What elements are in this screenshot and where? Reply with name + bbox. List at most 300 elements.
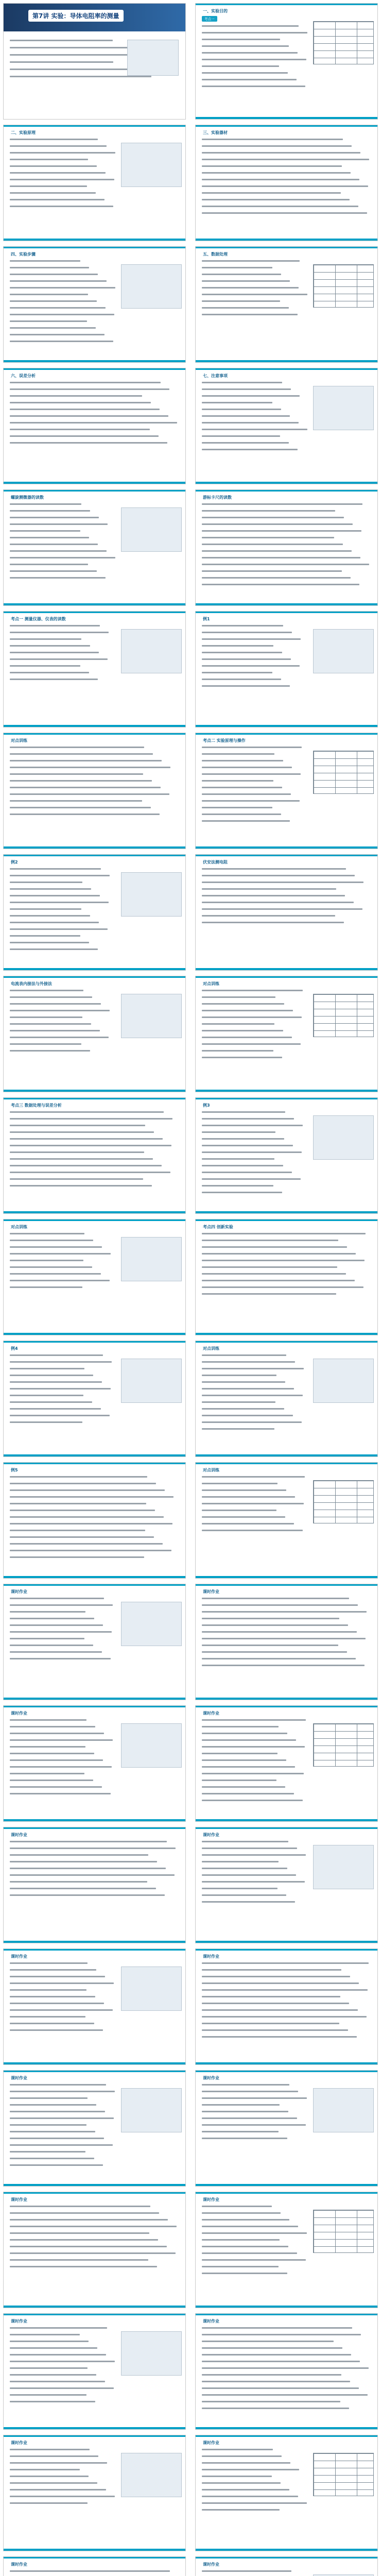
text-line <box>202 1023 274 1025</box>
text-line <box>10 2164 103 2166</box>
text-line <box>202 658 291 660</box>
text-line <box>202 1739 296 1741</box>
text-line <box>202 882 363 883</box>
text-line <box>10 192 96 194</box>
slide-thumbnail[interactable] <box>3 733 186 849</box>
text-line <box>202 672 272 673</box>
text-line <box>202 1638 366 1639</box>
text-line <box>202 2401 340 2402</box>
text-line <box>202 1185 273 1187</box>
text-line <box>202 2023 339 2024</box>
text-line <box>202 65 279 67</box>
text-line <box>202 1733 287 1734</box>
text-line <box>10 1286 82 1288</box>
text-line <box>202 922 344 923</box>
text-line <box>202 679 281 680</box>
figure-image <box>121 1967 182 2011</box>
top-bar <box>4 1098 185 1099</box>
text-line <box>10 2570 170 2572</box>
text-line <box>10 1604 113 1606</box>
text-line <box>202 2489 289 2490</box>
text-line <box>202 1476 305 1478</box>
slide-title: 例2 <box>11 860 18 865</box>
text-line <box>10 2361 115 2362</box>
text-line <box>10 2327 107 2329</box>
slide-title: 课时作业 <box>203 2197 219 2202</box>
slide-thumbnail[interactable] <box>3 2313 186 2430</box>
slide-thumbnail[interactable] <box>3 1948 186 2065</box>
text-line <box>202 550 352 552</box>
text-line <box>202 1361 295 1363</box>
text-line <box>10 658 108 660</box>
text-line <box>10 1118 172 1120</box>
text-line <box>10 1543 163 1545</box>
text-line <box>202 2455 282 2457</box>
text-line <box>202 868 346 870</box>
slide-title: 课时作业 <box>203 2562 219 2567</box>
bottom-bar <box>196 846 377 849</box>
text-line <box>202 888 336 890</box>
text-line <box>10 645 90 647</box>
slide-thumbnail[interactable] <box>3 2556 186 2576</box>
text-line <box>10 1733 104 1734</box>
text-line <box>202 1395 303 1396</box>
slide-thumbnail[interactable] <box>3 3 186 120</box>
text-line <box>10 747 144 748</box>
text-line <box>202 2462 290 2464</box>
text-line <box>202 2003 349 2004</box>
text-line <box>202 2334 361 2335</box>
bottom-bar <box>4 1454 185 1456</box>
text-line <box>202 2266 279 2267</box>
top-bar <box>4 247 185 248</box>
text-line <box>202 409 281 410</box>
text-line <box>202 1145 293 1146</box>
text-line <box>10 2091 115 2092</box>
text-line <box>202 638 301 640</box>
text-line <box>10 948 98 950</box>
slide-thumbnail[interactable] <box>3 1462 186 1579</box>
text-line <box>10 875 110 876</box>
slide-thumbnail[interactable] <box>195 489 378 606</box>
figure-image <box>121 1602 182 1646</box>
text-line <box>10 2334 80 2335</box>
text-line <box>202 52 298 54</box>
text-line <box>10 570 97 572</box>
slide-thumbnail[interactable] <box>195 2070 378 2187</box>
top-bar <box>196 2071 377 2072</box>
text-line <box>202 1280 355 1281</box>
text-line <box>202 2482 281 2484</box>
text-line <box>202 2029 348 2031</box>
text-line <box>202 1375 276 1376</box>
text-line <box>10 409 160 410</box>
slide-thumbnail[interactable] <box>3 2435 186 2551</box>
text-line <box>10 1516 164 1518</box>
text-line <box>202 1401 275 1403</box>
text-line <box>10 1645 93 1646</box>
text-line <box>202 753 274 755</box>
text-line <box>202 1658 356 1659</box>
text-line <box>202 1874 296 1876</box>
text-line <box>202 1598 349 1599</box>
text-line <box>202 145 352 147</box>
slide-thumbnail[interactable] <box>195 854 378 971</box>
text-line <box>202 1841 288 1842</box>
slide-title: 课时作业 <box>11 1833 27 1837</box>
text-line <box>202 2232 307 2234</box>
slide-thumbnail[interactable] <box>195 2192 378 2308</box>
text-line <box>202 86 305 87</box>
text-line <box>202 773 301 775</box>
slide-thumbnail[interactable] <box>3 368 186 484</box>
text-line <box>10 2455 98 2457</box>
text-line <box>202 1989 368 1991</box>
text-line <box>202 1848 297 1849</box>
text-line <box>202 212 367 214</box>
slide-thumbnail[interactable] <box>195 1341 378 1457</box>
slide-thumbnail[interactable] <box>3 2192 186 2308</box>
text-line <box>202 1854 306 1856</box>
bottom-bar <box>196 1576 377 1578</box>
text-line <box>202 1962 369 1964</box>
text-line <box>202 1510 276 1511</box>
text-line <box>10 314 114 315</box>
bottom-bar <box>196 968 377 970</box>
text-line <box>10 1888 156 1889</box>
text-line <box>202 2381 350 2382</box>
slide-title: 课时作业 <box>203 2319 219 2324</box>
slide-thumbnail[interactable] <box>195 976 378 1092</box>
text-line <box>10 1030 100 1031</box>
text-line <box>202 1611 367 1613</box>
text-line <box>10 679 98 680</box>
text-line <box>202 172 351 174</box>
slide-thumbnail[interactable] <box>3 2070 186 2187</box>
slide-title: 课时作业 <box>11 1954 27 1959</box>
text-line <box>202 2449 273 2450</box>
text-line <box>10 1962 88 1964</box>
slide-thumbnail[interactable] <box>3 246 186 363</box>
text-line <box>202 1050 273 1052</box>
text-line <box>10 2469 80 2470</box>
text-line <box>202 632 292 633</box>
text-line <box>202 780 273 782</box>
text-line <box>202 1286 363 1288</box>
bottom-bar <box>196 2549 377 2551</box>
text-line <box>10 1185 152 1187</box>
text-line <box>10 287 115 289</box>
text-line <box>202 1773 304 1774</box>
text-line <box>202 2206 272 2207</box>
data-table <box>313 2210 374 2253</box>
top-bar <box>196 368 377 370</box>
text-line <box>10 61 113 63</box>
slide-title: 第7讲 实验：导体电阻率的测量 <box>28 10 124 22</box>
text-line <box>202 625 283 626</box>
slide-thumbnail[interactable] <box>195 733 378 849</box>
top-bar <box>196 2435 377 2437</box>
text-line <box>10 165 97 167</box>
text-line <box>202 32 307 33</box>
text-line <box>10 1043 81 1045</box>
text-line <box>10 868 101 870</box>
top-bar <box>196 2314 377 2315</box>
top-bar <box>196 1827 377 1829</box>
text-line <box>10 2138 104 2139</box>
text-line <box>10 1010 110 1011</box>
top-bar <box>196 2192 377 2194</box>
text-line <box>10 2496 115 2497</box>
text-line <box>10 1395 83 1396</box>
text-line <box>202 388 291 390</box>
slide-thumbnail[interactable] <box>3 1341 186 1457</box>
text-line <box>10 1050 90 1052</box>
text-line <box>10 1658 111 1659</box>
text-line <box>10 1861 157 1862</box>
text-line <box>202 2273 287 2274</box>
slide-title: 二、实验原理 <box>11 130 36 135</box>
slide-thumbnail[interactable] <box>195 1097 378 1214</box>
figure-image <box>121 1723 182 1768</box>
text-line <box>202 685 290 687</box>
text-line <box>10 888 91 890</box>
text-line <box>202 564 369 565</box>
figure-image <box>127 40 179 76</box>
text-line <box>202 79 297 80</box>
text-line <box>202 2496 298 2497</box>
text-line <box>202 2469 299 2470</box>
text-line <box>202 2259 306 2261</box>
text-line <box>10 1131 154 1133</box>
text-line <box>10 69 132 70</box>
bottom-bar <box>4 1211 185 1213</box>
text-line <box>202 2509 280 2511</box>
text-line <box>202 199 350 200</box>
text-line <box>202 2219 289 2221</box>
text-line <box>202 1111 285 1113</box>
slide-thumbnail[interactable] <box>3 489 186 606</box>
text-line <box>202 429 307 430</box>
slide-title: 课时作业 <box>203 1589 219 1594</box>
slide-title: 考点四 创新实验 <box>203 1225 233 1229</box>
text-line <box>10 2124 86 2126</box>
text-line <box>10 1510 155 1511</box>
text-line <box>202 1138 284 1140</box>
text-line <box>202 908 362 910</box>
text-line <box>10 908 81 910</box>
text-line <box>202 159 369 160</box>
slide-thumbnail[interactable] <box>195 1948 378 2065</box>
text-line <box>202 2354 351 2355</box>
text-line <box>10 159 88 160</box>
text-line <box>202 1158 274 1160</box>
bottom-bar <box>4 725 185 727</box>
slide-title: 游标卡尺的读数 <box>203 495 232 500</box>
text-line <box>202 807 272 808</box>
text-line <box>10 1874 175 1876</box>
text-line <box>10 1996 95 1997</box>
slide-thumbnail[interactable] <box>195 2313 378 2430</box>
text-line <box>10 652 99 653</box>
text-line <box>10 1111 164 1113</box>
slide-title: 课时作业 <box>11 1711 27 1716</box>
text-line <box>10 1273 101 1275</box>
text-line <box>10 1739 113 1741</box>
text-line <box>10 2151 85 2153</box>
text-line <box>10 1780 93 1781</box>
slide-thumbnail[interactable] <box>3 854 186 971</box>
slide-thumbnail[interactable] <box>3 1097 186 1214</box>
slide-thumbnail[interactable] <box>3 1705 186 1822</box>
text-line <box>10 179 114 180</box>
text-line <box>202 1368 304 1369</box>
text-line <box>10 2097 88 2099</box>
top-bar <box>196 612 377 613</box>
text-line <box>10 1381 102 1383</box>
text-line <box>202 179 359 180</box>
text-line <box>10 442 167 444</box>
top-bar <box>4 855 185 856</box>
text-line <box>202 1240 338 1241</box>
text-line <box>202 1381 285 1383</box>
text-line <box>202 1780 276 1781</box>
text-line <box>10 1651 102 1653</box>
text-line <box>202 814 281 815</box>
text-line <box>10 1408 101 1410</box>
slide-title: 考点一 测量仪器、仪表的读数 <box>11 617 66 621</box>
top-bar <box>4 2192 185 2194</box>
slide-title: 课时作业 <box>203 2076 219 2080</box>
data-table <box>313 264 374 308</box>
text-line <box>202 192 341 194</box>
text-line <box>202 1746 305 1748</box>
bottom-bar <box>196 2427 377 2429</box>
text-line <box>202 2124 306 2126</box>
text-line <box>10 2374 96 2376</box>
text-line <box>202 996 275 998</box>
figure-image <box>121 507 182 552</box>
text-line <box>202 185 368 187</box>
text-line <box>10 1023 91 1025</box>
slide-thumbnail[interactable] <box>195 3 378 120</box>
slide-thumbnail[interactable] <box>3 1219 186 1335</box>
text-line <box>10 1016 82 1018</box>
text-line <box>10 2502 88 2504</box>
bottom-bar <box>4 2184 185 2186</box>
bottom-bar <box>4 1941 185 1943</box>
slide-thumbnail[interactable] <box>195 1219 378 1335</box>
text-line <box>202 895 345 896</box>
text-line <box>10 780 152 782</box>
slide-thumbnail[interactable] <box>195 2556 378 2576</box>
text-line <box>202 577 351 579</box>
text-line <box>10 1969 96 1971</box>
text-line <box>10 510 90 512</box>
text-line <box>202 1178 301 1180</box>
data-table <box>313 1723 374 1767</box>
text-line <box>10 2266 157 2267</box>
text-line <box>10 1631 112 1633</box>
text-line <box>202 2016 367 2018</box>
text-line <box>202 530 361 532</box>
slide-title: 五、数据处理 <box>203 252 228 257</box>
slide-thumbnail[interactable] <box>3 1827 186 1943</box>
text-line <box>202 800 300 802</box>
data-table <box>313 994 374 1037</box>
text-line <box>10 76 151 77</box>
text-line <box>202 415 290 417</box>
slide-thumbnail[interactable] <box>195 1705 378 1822</box>
figure-image <box>121 1359 182 1403</box>
text-line <box>10 814 160 815</box>
text-line <box>202 1530 303 1531</box>
slide-thumbnail[interactable] <box>195 611 378 727</box>
top-bar <box>196 1219 377 1221</box>
text-line <box>10 2246 167 2247</box>
slide-thumbnail[interactable] <box>3 611 186 727</box>
text-line <box>10 1618 94 1619</box>
text-line <box>10 1165 162 1166</box>
text-line <box>202 915 335 917</box>
text-line <box>10 1388 111 1389</box>
text-line <box>10 145 107 147</box>
top-bar <box>196 490 377 492</box>
text-line <box>10 139 98 140</box>
slide-thumbnail[interactable] <box>195 368 378 484</box>
slide-thumbnail[interactable] <box>195 2435 378 2551</box>
text-line <box>10 1530 145 1531</box>
slide-title: 课时作业 <box>11 1589 27 1594</box>
text-line <box>10 320 87 322</box>
bottom-bar <box>196 1819 377 1821</box>
figure-image <box>121 994 182 1038</box>
text-line <box>10 1503 146 1504</box>
slide-title: 课时作业 <box>203 1954 219 1959</box>
top-bar <box>4 612 185 613</box>
slide-thumbnail[interactable] <box>3 125 186 241</box>
text-line <box>202 767 292 768</box>
slide-thumbnail[interactable] <box>195 1462 378 1579</box>
text-line <box>202 2091 298 2092</box>
slide-thumbnail[interactable] <box>195 246 378 363</box>
text-line <box>10 2489 106 2490</box>
top-bar <box>4 2557 185 2558</box>
text-line <box>202 2394 368 2396</box>
text-line <box>10 760 162 761</box>
bottom-bar <box>196 1333 377 1335</box>
text-line <box>202 1631 357 1633</box>
text-line <box>202 25 299 27</box>
slide-thumbnail[interactable] <box>195 1584 378 1700</box>
text-line <box>10 1550 171 1551</box>
slide-title: 课时作业 <box>11 2319 27 2324</box>
text-line <box>202 652 282 653</box>
slide-thumbnail[interactable] <box>195 125 378 241</box>
text-line <box>10 341 113 342</box>
text-line <box>202 395 300 397</box>
text-line <box>10 1753 94 1754</box>
text-line <box>202 307 289 309</box>
slide-thumbnail[interactable] <box>195 1827 378 1943</box>
figure-image <box>121 1237 182 1281</box>
top-bar <box>4 1827 185 1829</box>
slide-thumbnail[interactable] <box>3 1584 186 1700</box>
text-line <box>10 882 82 883</box>
figure-image <box>313 1845 374 1889</box>
text-line <box>202 314 298 315</box>
slide-thumbnail[interactable] <box>3 976 186 1092</box>
